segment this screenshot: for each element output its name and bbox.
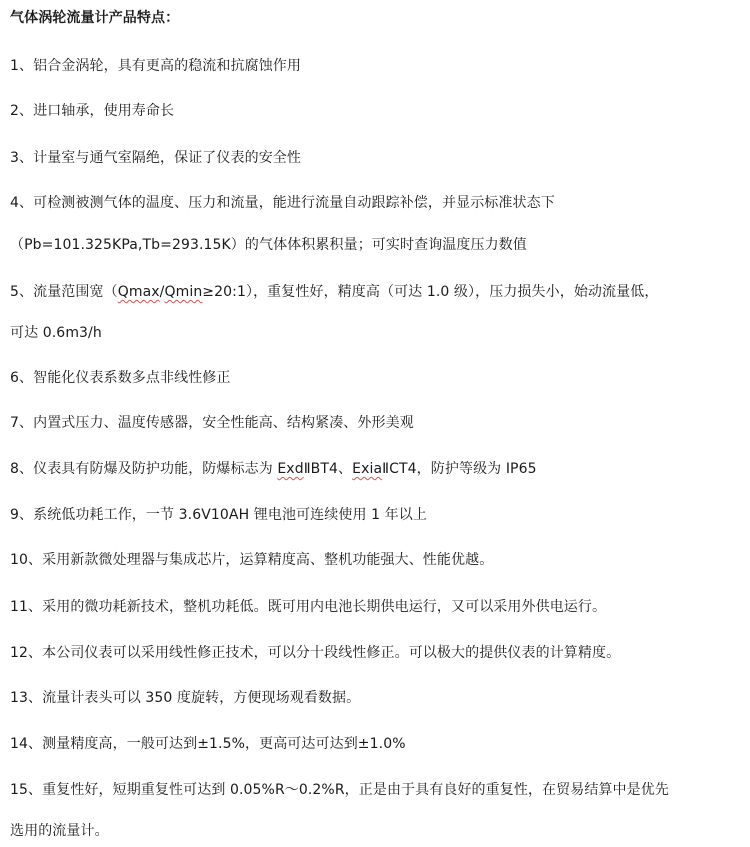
feature-item-8-suffix: ⅡCT4，防护等级为 IP65 (382, 461, 537, 477)
feature-item-7: 7、内置式压力、温度传感器，安全性能高、结构紧凑、外形美观 (10, 415, 414, 431)
feature-item-5-prefix: 5、流量范围宽（ (10, 284, 118, 300)
feature-item-11: 11、采用的微功耗新技术，整机功耗低。既可用内电池长期供电运行，又可以采用外供电运行。 (10, 599, 607, 615)
feature-item-8-prefix: 8、仪表具有防爆及防护功能，防爆标志为 (10, 461, 278, 477)
feature-item-4: 4、可检测被测气体的温度、压力和流量，能进行流量自动跟踪补偿，并显示标准状态下 (10, 195, 555, 211)
feature-item-15-continuation: 选用的流量计。 (10, 823, 109, 839)
feature-item-2: 2、进口轴承，使用寿命长 (10, 103, 175, 119)
feature-item-8-mid: ⅡBT4、 (303, 461, 353, 477)
feature-item-5 (10, 282, 742, 302)
feature-item-4-continuation: （Pb=101.325KPa,Tb=293.15K）的气体体积累积量；可实时查询温度压力数值 (10, 237, 527, 253)
document-title: 气体涡轮流量计产品特点： (10, 10, 180, 26)
feature-item-6: 6、智能化仪表系数多点非线性修正 (10, 370, 231, 386)
qmin-term: Qmin (164, 284, 203, 300)
feature-item-10: 10、采用新款微处理器与集成芯片，运算精度高、整机功能强大、性能优越。 (10, 552, 494, 568)
feature-item-5-suffix: ≥20:1），重复性好，精度高（可达 1.0 级），压力损失小，始动流量低， (202, 284, 659, 300)
feature-item-1: 1、铝合金涡轮，具有更高的稳流和抗腐蚀作用 (10, 58, 302, 74)
feature-item-13: 13、流量计表头可以 350 度旋转，方便现场观看数据。 (10, 690, 361, 706)
feature-item-15: 15、重复性好，短期重复性可达到 0.05%R～0.2%R，正是由于具有良好的重复性，在贸易结算中是优先 (10, 782, 669, 798)
feature-item-3: 3、计量室与通气室隔绝，保证了仪表的安全性 (10, 150, 302, 166)
feature-item-12: 12、本公司仪表可以采用线性修正技术，可以分十段线性修正。可以极大的提供仪表的计算精度。 (10, 645, 621, 661)
exia-term: Exia (352, 461, 383, 477)
slash-text: / (159, 284, 165, 300)
feature-item-8 (10, 459, 742, 479)
qmax-term: Qmax (117, 284, 160, 300)
feature-item-5-continuation: 可达 0.6m3/h (10, 325, 102, 341)
feature-item-14: 14、测量精度高，一般可达到±1.5%，更高可达可达到±1.0% (10, 736, 406, 752)
exd-term: Exd (277, 461, 304, 477)
feature-item-9: 9、系统低功耗工作，一节 3.6V10AH 锂电池可连续使用 1 年以上 (10, 507, 427, 523)
